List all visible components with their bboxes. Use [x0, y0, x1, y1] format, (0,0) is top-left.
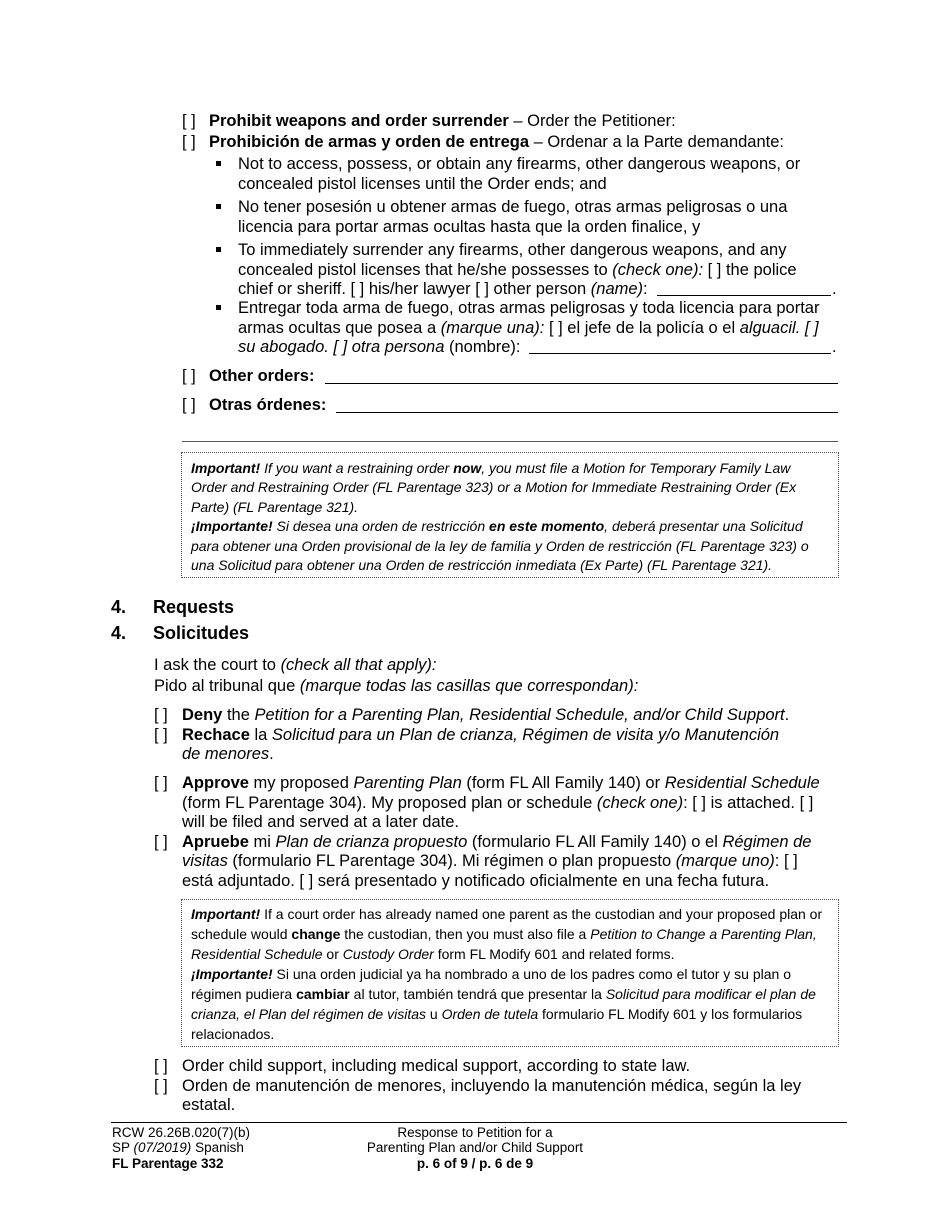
approve-en-line-2: (form FL Parentage 304). My proposed plan or schedule (check one): [ ] is attached. [ ]: [182, 794, 814, 812]
weapons-en-title: Prohibit weapons and order surrender: [209, 112, 509, 130]
other-orders-field[interactable]: [325, 383, 838, 384]
otras-ordenes-checkbox[interactable]: [ ]: [182, 396, 196, 414]
support-en: Order child support, including medical support, according to state law.: [182, 1057, 691, 1075]
weapons-es-title: Prohibición de armas y orden de entrega: [209, 133, 530, 151]
deny-es-line-2: de menores.: [182, 745, 274, 763]
approve-en-line-1: Approve my proposed Parenting Plan (form FL All Family 140) or Residential Schedule: [182, 774, 820, 792]
deny-checkbox[interactable]: [ ]: [154, 706, 168, 724]
other-orders-label: Other orders:: [209, 367, 315, 385]
section-divider: [182, 441, 838, 442]
bullet-2-line-2: licencia para portar armas ocultas hasta que la orden finalice, y: [238, 218, 701, 236]
approve-es-line-1: Apruebe mi Plan de crianza propuesto (formulario FL All Family 140) o el Régimen de: [182, 833, 812, 851]
deny-en: Deny the Petition for a Parenting Plan, Residential Schedule, and/or Child Support.: [182, 706, 790, 724]
footer-title-2: Parenting Plan and/or Child Support: [366, 1140, 584, 1155]
manutencion-checkbox[interactable]: [ ]: [154, 1077, 168, 1095]
approve-es-line-2: visitas (formulario FL Parentage 304). Mi régimen o plan propuesto (marque uno): [ ]: [182, 852, 798, 870]
deny-es-line-1: Rechace la Solicitud para un Plan de crianza, Régimen de visita y/o Manutención: [182, 726, 780, 744]
section-title-es: Solicitudes: [153, 623, 250, 643]
support-es-line-2: estatal.: [182, 1096, 236, 1114]
bullet-4-line-2: armas ocultas que posea a (marque una): [ ] el jefe de la policía o el alguacil. [ ]: [238, 319, 819, 337]
bullet-icon: [216, 161, 221, 166]
support-checkbox[interactable]: [ ]: [154, 1057, 168, 1075]
support-es-line-1: Orden de manutención de menores, incluyendo la manutención médica, según la ley: [182, 1077, 802, 1095]
bullet-icon: [216, 247, 221, 252]
section-title-en: Requests: [153, 597, 235, 617]
weapons-checkbox-es[interactable]: [ ]: [182, 133, 196, 151]
section-number: 4.: [111, 597, 127, 617]
footer-title-1: Response to Petition for a: [397, 1125, 553, 1140]
footer-page-number: p. 6 of 9 / p. 6 de 9: [416, 1156, 534, 1171]
otras-ordenes-line: [182, 395, 327, 415]
bullet-1-line-2: concealed pistol licenses until the Order ends; and: [238, 175, 607, 193]
bullet-icon: [216, 204, 221, 209]
weapons-es-line: [ ] Prohibición de armas y orden de entrega – Ordenar a la Parte demandante:: [182, 133, 785, 151]
period: .: [832, 280, 837, 298]
approve-en-line-3: will be filed and served at a later date.: [182, 813, 459, 831]
approve-checkbox[interactable]: [ ]: [154, 774, 168, 792]
approve-es-line-3: está adjuntado. [ ] será presentado y notificado oficialmente en una fecha futura.: [182, 872, 770, 890]
bullet-icon: [216, 305, 221, 310]
weapons-en-line: [ ] Prohibit weapons and order surrender – Order the Petitioner:: [182, 112, 676, 130]
ask-court-es: Pido al tribunal que (marque todas las casillas que correspondan):: [154, 677, 639, 695]
bullet-3-line-2: concealed pistol licenses that he/she possesses to (check one): [ ] the police: [238, 261, 797, 279]
footer-sp: SP (07/2019) Spanish: [112, 1140, 244, 1155]
important-notice-custodian: Important! If a court order has already named one parent as the custodian and your proposed plan or schedule would change the custodian, then you must also file a Petition to Change a Parenting Plan, Residential Schedule or Custody Order form FL Modify 601 and related forms. ¡Importante! Si una orden judicial ya ha nombrado a uno de los padres como el tutor y su plan o régimen pudiera cambiar al tutor, también tendrá que presentar la Solicitud para modificar el plan de crianza, el Plan del régimen de visitas u Orden de tutela formulario FL Modify 601 y los formularios relacionados.: [181, 899, 839, 1047]
apruebe-checkbox[interactable]: [ ]: [154, 833, 168, 851]
bullet-3-line-1: To immediately surrender any firearms, other dangerous weapons, and any: [238, 241, 787, 259]
footer-form-number: FL Parentage 332: [112, 1156, 224, 1171]
bullet-4-line-3: su abogado. [ ] otra persona (nombre):: [238, 338, 521, 356]
ask-court-en: I ask the court to (check all that apply):: [154, 656, 437, 674]
important-notice-restraining: Important! If you want a restraining order now, you must file a Motion for Temporary Family Law Order and Restraining Order (FL Parentage 323) or a Motion for Immediate Restraining Order (Ex Parte) (FL Parentage 321). ¡Importante! Si desea una orden de restricción en este momento, deberá presentar una Solicitud para obtener una Orden provisional de la ley de familia y Orden de restricción (FL Parentage 323) o una Solicitud para obtener una Orden de restricción inmediata (Ex Parte) (FL Parentage 321).: [181, 452, 839, 578]
footer-rcw: RCW 26.26B.020(7)(b): [112, 1125, 251, 1140]
rechace-checkbox[interactable]: [ ]: [154, 726, 168, 744]
section-number: 4.: [111, 623, 127, 643]
other-orders-line: [182, 366, 315, 386]
otras-ordenes-field[interactable]: [336, 412, 838, 413]
other-person-name-field[interactable]: [657, 295, 831, 296]
bullet-2-line-1: No tener posesión u obtener armas de fuego, otras armas peligrosas o una: [238, 198, 788, 216]
otras-ordenes-label: Otras órdenes:: [209, 396, 327, 414]
otra-persona-nombre-field[interactable]: [529, 353, 831, 354]
period: .: [832, 338, 837, 356]
footer-divider: [111, 1122, 847, 1123]
weapons-checkbox-en[interactable]: [ ]: [182, 112, 196, 130]
other-orders-checkbox[interactable]: [ ]: [182, 367, 196, 385]
bullet-1-line-1: Not to access, possess, or obtain any firearms, other dangerous weapons, or: [238, 155, 801, 173]
bullet-4-line-1: Entregar toda arma de fuego, otras armas peligrosas y toda licencia para portar: [238, 299, 820, 317]
bullet-3-line-3: chief or sheriff. [ ] his/her lawyer [ ] other person (name):: [238, 280, 648, 298]
